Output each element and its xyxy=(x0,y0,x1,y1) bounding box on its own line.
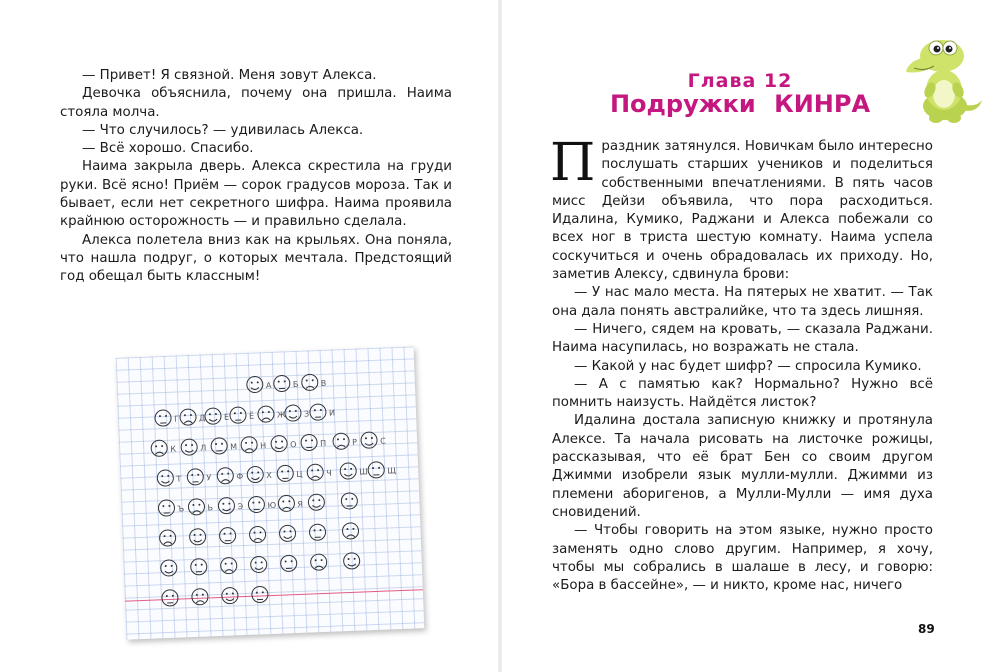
crocodile-mascot-icon xyxy=(900,28,985,128)
cipher-face-icon xyxy=(248,496,265,513)
cipher-face-icon xyxy=(309,524,326,541)
cipher-letter: Д xyxy=(198,413,206,423)
cipher-face-icon xyxy=(308,494,325,511)
cipher-letter: И xyxy=(328,408,336,418)
cipher-face-icon xyxy=(180,409,197,426)
cipher-letter: У xyxy=(206,473,212,483)
cipher-letter: Х xyxy=(266,470,272,481)
cipher-letter: М xyxy=(230,442,238,452)
cipher-face-icon xyxy=(220,557,237,574)
cipher-letter: Ш xyxy=(359,467,368,477)
cipher-face-icon xyxy=(310,554,327,571)
cipher-face-icon xyxy=(277,465,294,482)
left-page-text xyxy=(60,67,452,287)
cipher-face-icon xyxy=(249,526,266,543)
cipher-face-icon xyxy=(222,587,239,604)
cipher-face-icon xyxy=(205,408,222,425)
paragraph: Наима закрыла дверь. Алекса скрестила на груди руки. Всё ясно! Приём — сорок градусов мороза. Так и бывает, если нет секретного шифра. Наима проявила крайнюю осторожность — и правильно сделала. xyxy=(60,159,452,230)
page-number: 89 xyxy=(918,622,935,636)
cipher-face-icon xyxy=(157,470,174,487)
cipher-letter: К xyxy=(170,444,177,454)
cipher-face-icon xyxy=(219,527,236,544)
paragraph: — У нас мало места. На пятерых не хватит. — Так она дала понять австралийке, что та здесь лишняя. xyxy=(552,285,933,319)
cipher-letter: Т xyxy=(176,474,182,484)
cipher-letter: Ж xyxy=(276,410,286,420)
cipher-face-icon xyxy=(271,435,288,452)
cipher-face-icon xyxy=(279,525,296,542)
notebook-cipher-illustration xyxy=(116,346,425,639)
cipher-letter: З xyxy=(303,409,310,419)
cipher-letter: Н xyxy=(260,441,267,451)
cipher-face-icon xyxy=(278,495,295,512)
cipher-face-icon xyxy=(247,466,264,483)
paragraph: — Какой у нас будет шифр? — спросила Кумико. xyxy=(574,358,922,374)
cipher-letter: Р xyxy=(351,437,358,447)
cipher-face-icon xyxy=(189,529,206,546)
cipher-letter: А xyxy=(265,380,272,391)
cipher-face-icon xyxy=(343,553,360,570)
cipher-letter: Л xyxy=(200,443,207,453)
cipher-face-icon xyxy=(307,464,324,481)
cipher-letter: Е xyxy=(223,412,230,422)
cipher-letter: Ф xyxy=(236,472,244,482)
cipher-face-icon xyxy=(190,558,207,575)
cipher-letter: Ю xyxy=(267,500,277,511)
cipher-face-icon xyxy=(192,588,209,605)
cipher-face-icon xyxy=(340,463,357,480)
cipher-face-icon xyxy=(274,375,291,392)
cipher-letter: Ц xyxy=(296,469,303,479)
cipher-face-icon xyxy=(151,440,168,457)
right-page-text xyxy=(550,133,933,595)
cipher-letter: Б xyxy=(292,379,299,390)
cipher-face-icon xyxy=(301,434,318,451)
cipher-face-icon xyxy=(280,555,297,572)
cipher-letter: Я xyxy=(297,499,304,509)
chapter-title: Подружки КИНРА xyxy=(609,90,871,118)
cipher-face-icon xyxy=(188,499,205,516)
cipher-face-icon xyxy=(211,438,228,455)
cipher-face-icon xyxy=(301,374,318,391)
cipher-face-icon xyxy=(159,530,176,547)
cipher-face-icon xyxy=(333,433,350,450)
cipher-face-icon xyxy=(161,560,178,577)
cipher-letter: П xyxy=(319,438,327,449)
paragraph: Идалина достала записную книжку и протянула Алексе. Та начала рисовать на листочке рожицы, рассказывая, что её брат Бен со своим другом Джимми изобрели язык мулли-мулли. Джимми из племени аборигенов, а Мулли-Мулли — имя духа сновидений. xyxy=(552,413,933,520)
cipher-face-icon xyxy=(187,469,204,486)
cipher-face-icon xyxy=(158,500,175,517)
cipher-letter: Ь xyxy=(207,503,214,513)
cipher-face-icon xyxy=(162,590,179,607)
cipher-face-icon xyxy=(155,410,172,427)
cipher-face-icon xyxy=(230,407,247,424)
paragraph: Девочка объяснила, почему она пришла. Наима стояла молча. xyxy=(60,86,452,120)
cipher-letter: Ч xyxy=(326,468,332,478)
cipher-face-icon xyxy=(258,406,275,423)
cipher-face-icon xyxy=(342,523,359,540)
cipher-face-icon xyxy=(250,556,267,573)
first-paragraph-text: раздник затянулся. Новичкам было интересно послушать старших учеников и поделиться собственными впечатлениями. В пять часов мисс Дейзи объявила, что пора расходиться. Идалина, Кумико, Раджани и Алекса побежали со всех ног в триста шестую комнату. Наима успела соскучиться и очень обрадовалась их приходу. Но, заметив Алексу, сдвинула брови: xyxy=(552,139,933,283)
cipher-letter: Щ xyxy=(387,466,397,476)
cipher-letter: Г xyxy=(173,414,180,424)
cipher-face-icon xyxy=(217,467,234,484)
first-paragraph xyxy=(550,133,933,284)
cipher-face-icon xyxy=(241,436,258,453)
paragraph: — А с памятью как? Нормально? Нужно всё помнить наизусть. Найдётся листок? xyxy=(552,376,933,411)
cipher-letter: С xyxy=(379,436,386,446)
cipher-face-icon xyxy=(310,404,327,421)
cipher-face-icon xyxy=(247,376,264,393)
drop-cap: П xyxy=(550,133,596,193)
cipher-faces-drawing xyxy=(116,346,425,639)
cipher-face-icon xyxy=(341,493,358,510)
cipher-face-icon xyxy=(368,462,385,479)
cipher-face-icon xyxy=(361,432,378,449)
paragraph: — Ничего, сядем на кровать, — сказала Раджани. Наима насупилась, но возражать не стала. xyxy=(552,321,933,356)
cipher-letter: В xyxy=(320,378,327,388)
paragraph: — Привет! Я связной. Меня зовут Алекса. xyxy=(82,68,377,83)
chapter-label: Глава 12 xyxy=(687,70,793,92)
cipher-letter: Ё xyxy=(248,411,255,421)
paragraph: — Что случилось? — удивилась Алекса. xyxy=(82,122,364,138)
cipher-face-icon xyxy=(181,439,198,456)
cipher-letter: Ъ xyxy=(177,504,185,514)
cipher-letter: Э xyxy=(237,502,244,512)
paragraph: Алекса полетела вниз как на крыльях. Она поняла, что нашла подруг, о которых мечтала. Предстоящий год обещал быть классным! xyxy=(60,232,452,285)
cipher-letter: О xyxy=(289,439,297,450)
paragraph: — Чтобы говорить на этом языке, нужно просто заменять одно слово другим. Например, я хочу, чтобы мы собрались в шалаше в лесу, и говорю: «Бора в бассейне», — и никто, кроме нас, ничего xyxy=(552,523,933,594)
cipher-face-icon xyxy=(285,405,302,422)
cipher-face-icon xyxy=(218,497,235,514)
paragraph: — Всё хорошо. Спасибо. xyxy=(82,141,254,157)
cipher-face-icon xyxy=(252,586,269,603)
